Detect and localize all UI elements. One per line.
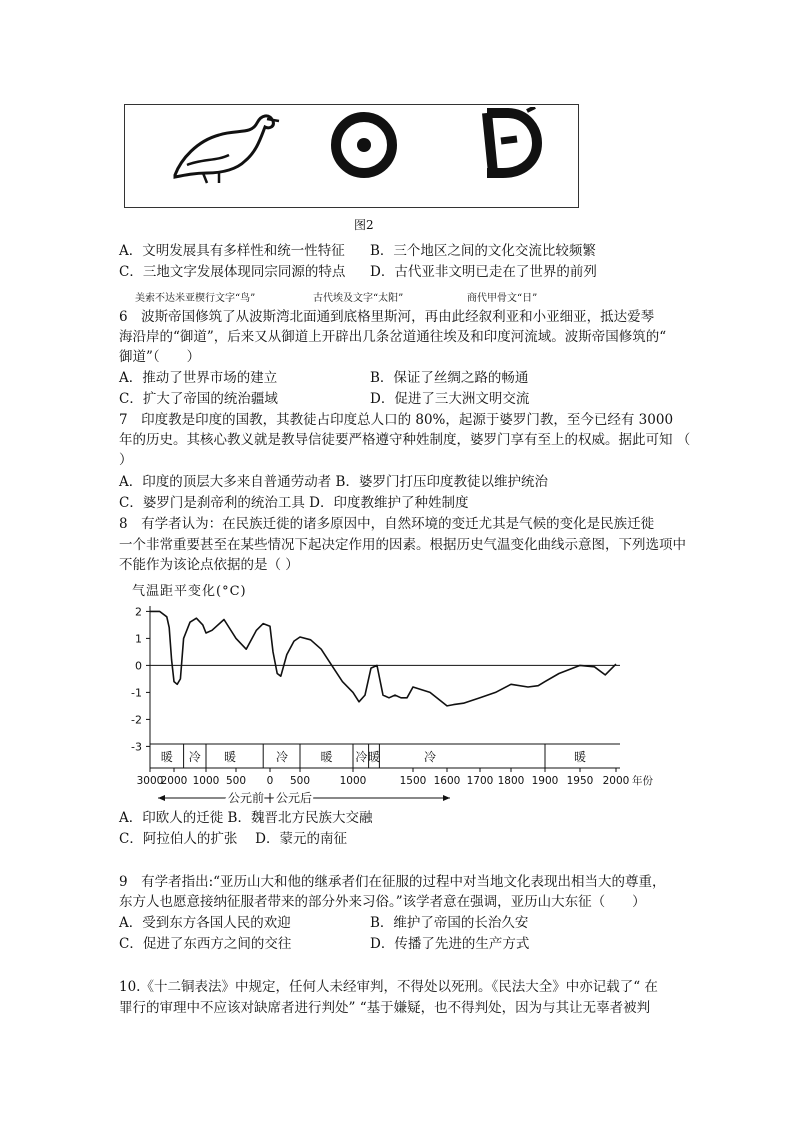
q6-stem-line-3: 御道”（ ） [119, 349, 201, 365]
chart-title: 气温距平变化(°C) [132, 584, 247, 599]
q10-stem-line-2: 罪行的审理中不应该对缺席者进行判处” “基于嫌疑，也不得判处，因为与其让无辜者被判 [119, 1000, 651, 1016]
x-tick-label: 1000 [339, 775, 367, 787]
q6-option-d: D．促进了三大洲文明交流 [370, 391, 530, 407]
q7-option-row-1: A．印度的顶层大多来自普通劳动者 B．婆罗门打压印度教徒以维护统治 [119, 474, 548, 490]
chart-y-ticks [131, 605, 150, 753]
q10-stem-line-1: 10.《十二铜表法》中规定，任何人未经审判，不得处以死刑。《民法大全》中亦记载了“ 在 [119, 979, 658, 995]
period-label: 暖 [223, 750, 237, 764]
q9-option-a: A．受到东方各国人民的欢迎 [119, 915, 291, 931]
q9-option-c: C．促进了东西方之间的交往 [119, 936, 292, 952]
period-label: 暖 [367, 750, 381, 764]
x-tick-label: 1000 [192, 775, 220, 787]
y-tick-label: -3 [131, 740, 142, 754]
period-label: 冷 [188, 750, 201, 764]
period-label: 暖 [320, 750, 333, 764]
q5-option-c: C．三地文字发展体现同宗同源的特点 [119, 264, 346, 280]
q6-option-c: C．扩大了帝国的统治疆域 [119, 391, 278, 407]
x-tick-label: 3000 [136, 775, 164, 787]
q6-option-row-2 [119, 389, 530, 409]
chart-series [150, 611, 616, 706]
era-label-bc: 公元前 [227, 791, 264, 805]
q5-option-a: A．文明发展具有多样性和统一性特征 [119, 243, 345, 259]
sun-glyph-icon [327, 109, 401, 183]
q7-option-row-2: C．婆罗门是刹帝利的统治工具 D．印度教维护了种姓制度 [119, 495, 469, 511]
caption-bird: 美索不达米亚楔行文字“鸟” [135, 293, 256, 304]
era-label-ad: 公元后 [276, 791, 313, 805]
q8-stem-line-3: 不能作为该论点依据的是（ ） [119, 557, 299, 573]
q6-option-b: B．保证了丝绸之路的畅通 [370, 370, 529, 386]
x-tick-label: 2000 [160, 775, 188, 787]
oracle-sun-glyph-icon [477, 107, 543, 179]
chart-era-arrow [158, 791, 450, 805]
x-tick-label: 1600 [433, 775, 461, 787]
q6-option-row-1 [119, 368, 529, 388]
x-tick-label: 1900 [531, 775, 559, 787]
x-tick-label: 500 [289, 775, 311, 787]
y-tick-label: -1 [131, 686, 142, 700]
period-label: 暖 [160, 750, 173, 764]
figure-2-label: 图2 [354, 218, 374, 232]
q9-stem-line-1: 9 有学者指出:“亚历山大和他的继承者们在征服的过程中对当地文化表现出相当大的尊重， [119, 874, 666, 890]
q8-stem-line-2: 一个非常重要甚至在某些情况下起决定作用的因素。根据历史气温变化曲线示意图，下列选项中 [119, 537, 686, 553]
temperature-curve [150, 611, 616, 706]
q9-option-row-2 [119, 934, 530, 954]
q9-option-row-1 [119, 913, 529, 933]
temperature-chart [110, 598, 670, 808]
q8-stem-line-1: 8 有学者认为：在民族迁徙的诸多原因中，自然环境的变迁尤其是气候的变化是民族迁徙 [119, 516, 655, 532]
x-tick-label: 0 [266, 775, 274, 787]
q7-stem-line-1: 7 印度教是印度的国教，其教徒占印度总人口的 80%，起源于婆罗门教，至今已经有 3000 [119, 412, 674, 428]
caption-oracle-sun: 商代甲骨文“日” [467, 293, 538, 304]
q7-stem-line-3: ） [119, 452, 133, 468]
q5-option-row-2 [119, 262, 597, 282]
y-tick-label: -2 [131, 713, 142, 727]
era-arrow-left-icon [158, 795, 165, 801]
x-axis-label: 年份 [632, 775, 653, 787]
q6-stem-line-2: 海沿岸的“御道”，后来又从御道上开辟出几条岔道通往埃及和印度河流域。波斯帝国修筑的“ [119, 329, 667, 345]
q6-stem-line-1: 6 波斯帝国修筑了从波斯湾北面通到底格里斯河，再由此经叙利亚和小亚细亚，抵达爱琴 [119, 309, 655, 325]
x-tick-label: 1700 [466, 775, 494, 787]
q8-option-row-1: A．印欧人的迁徙 B．魏晋北方民族大交融 [119, 810, 373, 826]
q9-stem-line-2: 东方人也愿意接纳征服者带来的部分外来习俗。”该学者意在强调，亚历山大东征（ ） [119, 894, 646, 910]
caption-sun: 古代埃及文字“太阳” [313, 293, 404, 304]
y-tick-label: 1 [135, 632, 142, 646]
q5-option-b: B．三个地区之间的文化交流比较频繁 [370, 243, 596, 259]
q9-option-b: B．维护了帝国的长治久安 [370, 915, 529, 931]
y-tick-label: 2 [135, 605, 142, 619]
x-tick-label: 1950 [566, 775, 594, 787]
period-label: 暖 [573, 750, 587, 764]
era-arrow-right-icon [443, 795, 450, 801]
x-tick-label: 2000 [602, 775, 630, 787]
chart-periods [150, 744, 620, 768]
period-label: 冷 [355, 750, 368, 764]
chart-x-ticks [137, 768, 654, 787]
q8-option-row-2: C．阿拉伯人的扩张 D．蒙元的南征 [119, 831, 347, 847]
y-tick-label: 0 [135, 659, 142, 673]
q5-option-row-1 [119, 241, 596, 261]
period-label: 冷 [423, 750, 437, 764]
x-tick-label: 500 [225, 775, 247, 787]
q6-option-a: A．推动了世界市场的建立 [119, 370, 278, 386]
bird-glyph-icon [167, 107, 287, 187]
period-label: 冷 [275, 750, 289, 764]
q9-option-d: D．传播了先进的生产方式 [370, 936, 530, 952]
q5-option-d: D．古代亚非文明已走在了世界的前列 [370, 264, 597, 280]
x-tick-label: 1500 [399, 775, 427, 787]
q7-stem-line-2: 年的历史。其核心教义就是教导信徒要严格遵守种姓制度，婆罗门享有至上的权威。据此可知 （ [119, 432, 691, 448]
x-tick-label: 1800 [497, 775, 525, 787]
